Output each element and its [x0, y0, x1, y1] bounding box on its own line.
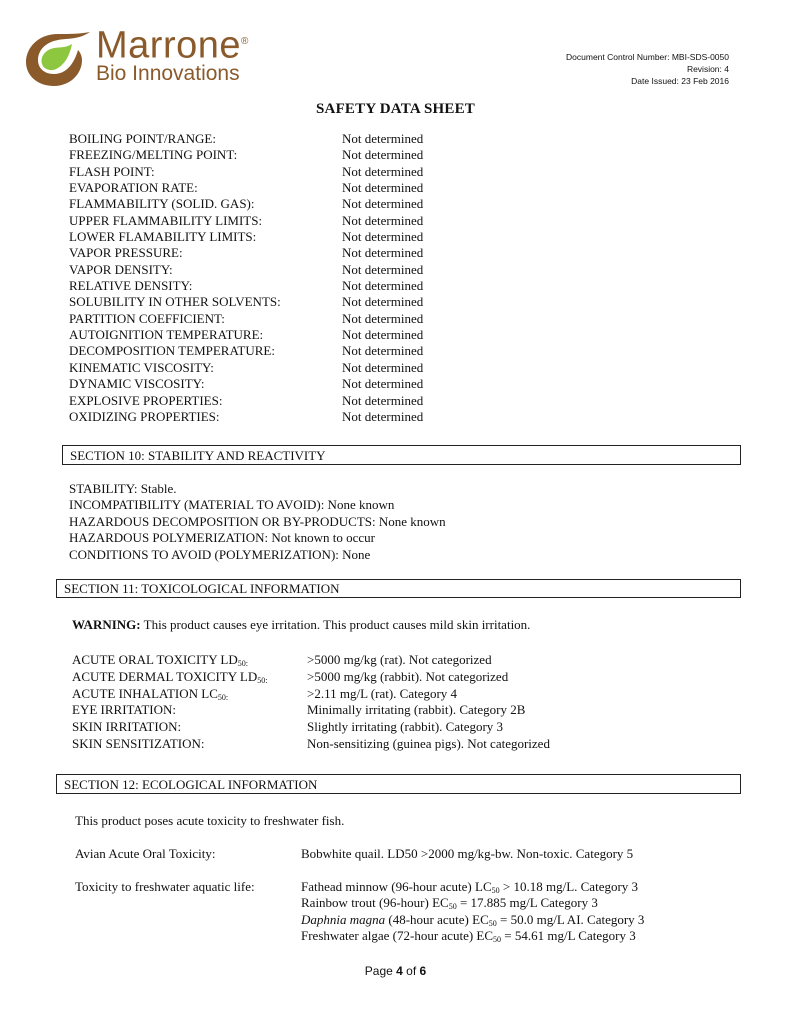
tox-value: >2.11 mg/L (rat). Category 4: [307, 685, 458, 701]
stability-line: CONDITIONS TO AVOID (POLYMERIZATION): None: [69, 546, 371, 562]
tox-label: [72, 702, 307, 719]
property-value: Not determined: [342, 131, 424, 146]
stability-line: STABILITY: Stable.: [69, 481, 177, 496]
property-value: Not determined: [342, 180, 424, 196]
table-row: [69, 245, 423, 261]
property-label: KINEMATIC VISCOSITY:: [69, 359, 214, 375]
page-current: 4: [396, 964, 403, 978]
table-row: [69, 376, 423, 392]
page-number: [0, 964, 791, 978]
brand-registered-mark: ®: [241, 36, 249, 47]
tox-label: [72, 669, 307, 686]
property-label: EVAPORATION RATE:: [69, 180, 198, 196]
species-text: Rainbow trout (96-hour): [301, 895, 433, 911]
tox-label-text: ACUTE INHALATION LC: [72, 685, 218, 701]
property-label: VAPOR PRESSURE:: [69, 245, 183, 261]
property-value: Not determined: [342, 343, 424, 359]
brand-name: [96, 22, 249, 66]
table-row: [69, 343, 423, 359]
table-row: [69, 164, 423, 180]
metric-sub: 50: [488, 918, 497, 928]
page-of: of: [402, 964, 420, 978]
property-value: Not determined: [342, 310, 424, 326]
property-value: Not determined: [342, 245, 424, 261]
warning-statement: [72, 617, 530, 633]
list-item: [301, 928, 644, 944]
tox-value: Slightly irritating (rabbit). Category 3: [307, 719, 504, 735]
property-label: BOILING POINT/RANGE:: [69, 131, 216, 146]
stability-block: [69, 481, 446, 563]
table-row: [69, 213, 423, 229]
toxicology-table: [72, 652, 550, 753]
species-text: (48-hour acute): [385, 911, 473, 927]
list-item: [301, 895, 644, 911]
document-meta: [566, 51, 729, 87]
property-label: SOLUBILITY IN OTHER SOLVENTS:: [69, 294, 281, 310]
warning-label: WARNING:: [72, 617, 141, 632]
list-item: [301, 912, 644, 928]
property-value: Not determined: [342, 163, 424, 179]
table-row: [69, 393, 423, 409]
property-label: FLAMMABILITY (SOLID. GAS):: [69, 196, 255, 212]
property-value: Not determined: [342, 278, 424, 294]
table-row: [72, 652, 550, 669]
section-12-heading: SECTION 12: ECOLOGICAL INFORMATION: [56, 774, 741, 794]
property-value: Not determined: [342, 147, 424, 163]
tox-label: [72, 736, 307, 753]
property-value: Not determined: [342, 196, 424, 212]
doc-revision: Revision: 4: [686, 64, 729, 74]
tox-label-sub: 50:: [257, 675, 268, 685]
metric-sub: 50: [493, 934, 502, 944]
table-row: [69, 131, 423, 147]
stability-line: INCOMPATIBILITY (MATERIAL TO AVOID): None known: [69, 497, 395, 513]
property-label: PARTITION COEFFICIENT:: [69, 310, 225, 326]
table-row: [72, 702, 550, 719]
tox-label-sub: 50:: [217, 692, 229, 702]
metric-value: = 54.61 mg/L Category 3: [501, 927, 636, 943]
avian-toxicity-value: Bobwhite quail. LD50 >2000 mg/kg-bw. Non-toxic. Category 5: [301, 846, 634, 861]
property-label: OXIDIZING PROPERTIES:: [69, 408, 220, 424]
property-value: Not determined: [342, 327, 424, 343]
doc-date-issued: Date Issued: 23 Feb 2016: [631, 76, 729, 86]
page-title: SAFETY DATA SHEET: [316, 101, 475, 117]
metric-text: EC: [472, 911, 489, 927]
table-row: [69, 196, 423, 212]
tox-label-text: SKIN SENSITIZATION:: [72, 735, 205, 751]
property-label: FLASH POINT:: [69, 163, 155, 179]
property-label: FREEZING/MELTING POINT:: [69, 147, 238, 163]
table-row: [69, 294, 423, 310]
brand-tagline: Bio Innovations: [96, 62, 240, 85]
table-row: [69, 409, 423, 425]
table-row: [69, 229, 423, 245]
table-row: [69, 278, 423, 294]
aquatic-toxicity-label: Toxicity to freshwater aquatic life:: [75, 879, 255, 894]
table-row: [69, 360, 423, 376]
tox-label-text: EYE IRRITATION:: [72, 702, 177, 718]
stability-line: HAZARDOUS POLYMERIZATION: Not known to occur: [69, 530, 375, 546]
marrone-logo-icon: [24, 28, 94, 88]
metric-value: = 50.0 mg/L AI. Category 3: [496, 911, 645, 927]
doc-control-number: Document Control Number: MBI-SDS-0050: [566, 52, 729, 62]
stability-line: HAZARDOUS DECOMPOSITION OR BY-PRODUCTS: None known: [69, 513, 446, 529]
page-total: 6: [419, 964, 427, 978]
list-item: [301, 879, 644, 895]
tox-label: [72, 652, 307, 669]
property-label: EXPLOSIVE PROPERTIES:: [69, 392, 223, 408]
tox-value: Non-sensitizing (guinea pigs). Not categorized: [307, 735, 550, 751]
property-label: LOWER FLAMABILITY LIMITS:: [69, 229, 257, 245]
metric-value: > 10.18 mg/L. Category 3: [499, 879, 639, 894]
metric-text: EC: [476, 927, 494, 943]
table-row: [72, 669, 550, 686]
metric-value: = 17.885 mg/L Category 3: [456, 895, 598, 911]
property-value: Not determined: [342, 294, 424, 310]
table-row: [69, 180, 423, 196]
tox-label-sub: 50:: [237, 659, 248, 668]
tox-label: [72, 686, 307, 703]
property-value: Not determined: [342, 229, 424, 245]
table-row: [72, 719, 550, 736]
ecology-intro: This product poses acute toxicity to freshwater fish.: [75, 813, 345, 828]
aquatic-toxicity-list: [301, 879, 644, 944]
avian-toxicity-label: Avian Acute Oral Toxicity:: [75, 846, 216, 861]
metric-text: LC: [475, 879, 492, 894]
tox-label-text: ACUTE ORAL TOXICITY LD: [72, 652, 238, 667]
metric-text: EC: [432, 895, 449, 911]
property-label: RELATIVE DENSITY:: [69, 278, 193, 294]
tox-value: Minimally irritating (rabbit). Category 2B: [307, 702, 526, 718]
property-value: Not determined: [342, 261, 424, 277]
tox-value: >5000 mg/kg (rabbit). Not categorized: [307, 668, 509, 684]
property-label: UPPER FLAMMABILITY LIMITS:: [69, 212, 263, 228]
page-word: Page: [364, 964, 397, 978]
species-text: Fathead minnow (96-hour acute): [301, 879, 476, 894]
warning-text: This product causes eye irritation. This product causes mild skin irritation.: [140, 617, 531, 632]
section-10-heading: SECTION 10: STABILITY AND REACTIVITY: [62, 445, 741, 465]
section-11-heading: SECTION 11: TOXICOLOGICAL INFORMATION: [56, 579, 741, 598]
property-value: Not determined: [342, 408, 424, 424]
metric-sub: 50: [448, 902, 457, 912]
tox-label-text: SKIN IRRITATION:: [72, 719, 182, 735]
brand-name-text: Marrone: [96, 24, 241, 67]
species-text: Freshwater algae (72-hour acute): [301, 927, 477, 943]
physical-properties-table: [69, 131, 423, 425]
property-value: Not determined: [342, 359, 424, 375]
table-row: [72, 736, 550, 753]
table-row: [69, 147, 423, 163]
metric-sub: 50: [491, 886, 500, 895]
tox-label: [72, 719, 307, 736]
property-value: Not determined: [342, 392, 424, 408]
property-label: VAPOR DENSITY:: [69, 261, 173, 277]
property-label: DECOMPOSITION TEMPERATURE:: [69, 343, 275, 359]
property-value: Not determined: [342, 376, 424, 392]
table-row: [69, 262, 423, 278]
table-row: [69, 311, 423, 327]
tox-value: >5000 mg/kg (rat). Not categorized: [307, 652, 492, 667]
table-row: [69, 327, 423, 343]
property-label: DYNAMIC VISCOSITY:: [69, 376, 205, 392]
tox-label-text: ACUTE DERMAL TOXICITY LD: [72, 668, 258, 684]
property-value: Not determined: [342, 212, 424, 228]
species-italic: Daphnia magna: [301, 911, 386, 927]
table-row: [72, 686, 550, 703]
property-label: AUTOIGNITION TEMPERATURE:: [69, 327, 264, 343]
